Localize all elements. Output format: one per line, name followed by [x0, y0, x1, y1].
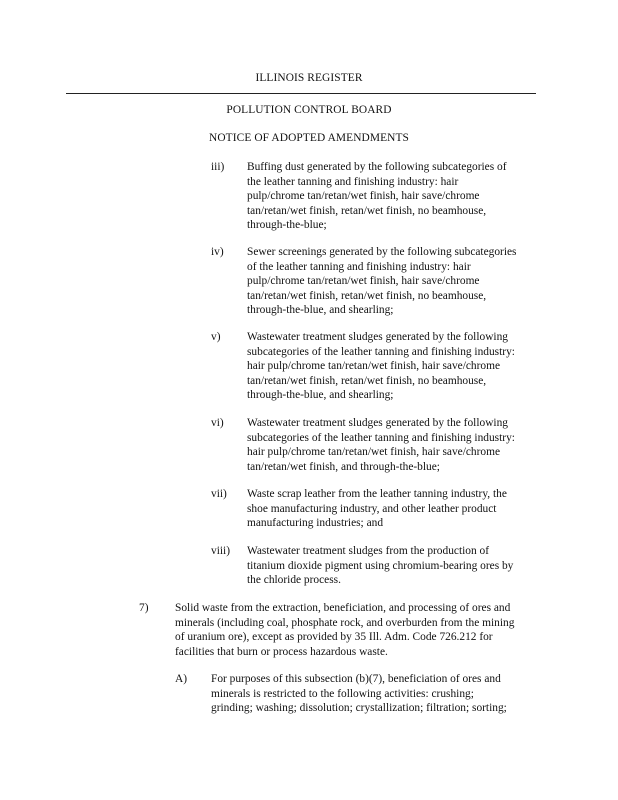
item-number: iii): [211, 161, 225, 173]
item-text: [211, 672, 507, 716]
text-line: Solid waste from the extraction, beneficiation, and processing of ores and: [175, 602, 511, 614]
item-number: A): [175, 673, 188, 685]
text-line: Wastewater treatment sludges from the production of: [247, 545, 490, 557]
item-number: v): [211, 331, 221, 343]
text-line: facilities that burn or process hazardous waste.: [175, 645, 388, 658]
item-text: [247, 245, 517, 318]
text-line: hair pulp/chrome tan/retan/wet finish, hair save/chrome: [247, 446, 501, 459]
text-line: For purposes of this subsection (b)(7), beneficiation of ores and: [211, 673, 501, 685]
item-text: [247, 416, 515, 474]
text-line: of uranium ore), except as provided by 35 Ill. Adm. Code 726.212 for: [175, 631, 493, 644]
item-number: viii): [211, 545, 230, 557]
board-title: POLLUTION CONTROL BOARD: [226, 104, 392, 116]
item-number: iv): [211, 246, 224, 258]
text-line: tan/retan/wet finish, retan/wet finish, no beamhouse,: [247, 374, 487, 387]
item-number: 7): [139, 602, 149, 614]
item-number: vii): [211, 488, 227, 500]
item-text: [175, 601, 514, 659]
text-line: Sewer screenings generated by the following subcategories: [247, 246, 517, 258]
text-line: the chloride process.: [247, 574, 341, 587]
text-line: manufacturing industries; and: [247, 517, 384, 530]
text-line: through-the-blue, and shearling;: [247, 389, 394, 402]
header-rule: [66, 93, 536, 94]
text-line: tan/retan/wet finish, and through-the-blue;: [247, 460, 440, 473]
text-line: tan/retan/wet finish, retan/wet finish, no beamhouse,: [247, 289, 487, 302]
item-text: [247, 487, 507, 531]
text-line: subcategories of the leather tanning and finishing industry:: [247, 431, 515, 444]
text-line: the leather tanning and finishing industry: hair: [247, 175, 459, 188]
text-line: tan/retan/wet finish, retan/wet finish, no beamhouse,: [247, 204, 487, 217]
text-line: subcategories of the leather tanning and finishing industry:: [247, 345, 515, 358]
text-line: Wastewater treatment sludges generated by the following: [247, 331, 508, 343]
item-text: [247, 330, 515, 403]
text-line: Buffing dust generated by the following subcategories of: [247, 161, 507, 173]
text-line: through-the-blue;: [247, 219, 327, 232]
text-line: of the leather tanning and finishing industry: hair: [247, 260, 471, 273]
item-text: [247, 160, 507, 233]
text-line: through-the-blue, and shearling;: [247, 304, 394, 317]
text-line: pulp/chrome tan/retan/wet finish, hair save/chrome: [247, 190, 480, 203]
register-title: ILLINOIS REGISTER: [255, 72, 363, 84]
text-line: Waste scrap leather from the leather tanning industry, the: [247, 488, 507, 500]
notice-title: NOTICE OF ADOPTED AMENDMENTS: [209, 132, 409, 144]
text-line: minerals is restricted to the following activities: crushing;: [211, 687, 474, 700]
text-line: titanium dioxide pigment using chromium-bearing ores by: [247, 559, 514, 572]
text-line: hair pulp/chrome tan/retan/wet finish, hair save/chrome: [247, 360, 501, 373]
text-line: shoe manufacturing industry, and other leather product: [247, 502, 497, 515]
item-number: vi): [211, 417, 224, 429]
text-line: minerals (including coal, phosphate rock, and overburden from the mining: [175, 616, 515, 629]
text-line: grinding; washing; dissolution; crystallization; filtration; sorting;: [211, 702, 507, 715]
text-line: pulp/chrome tan/retan/wet finish, hair save/chrome: [247, 275, 480, 288]
item-text: [247, 544, 513, 588]
text-line: Wastewater treatment sludges generated by the following: [247, 417, 508, 429]
